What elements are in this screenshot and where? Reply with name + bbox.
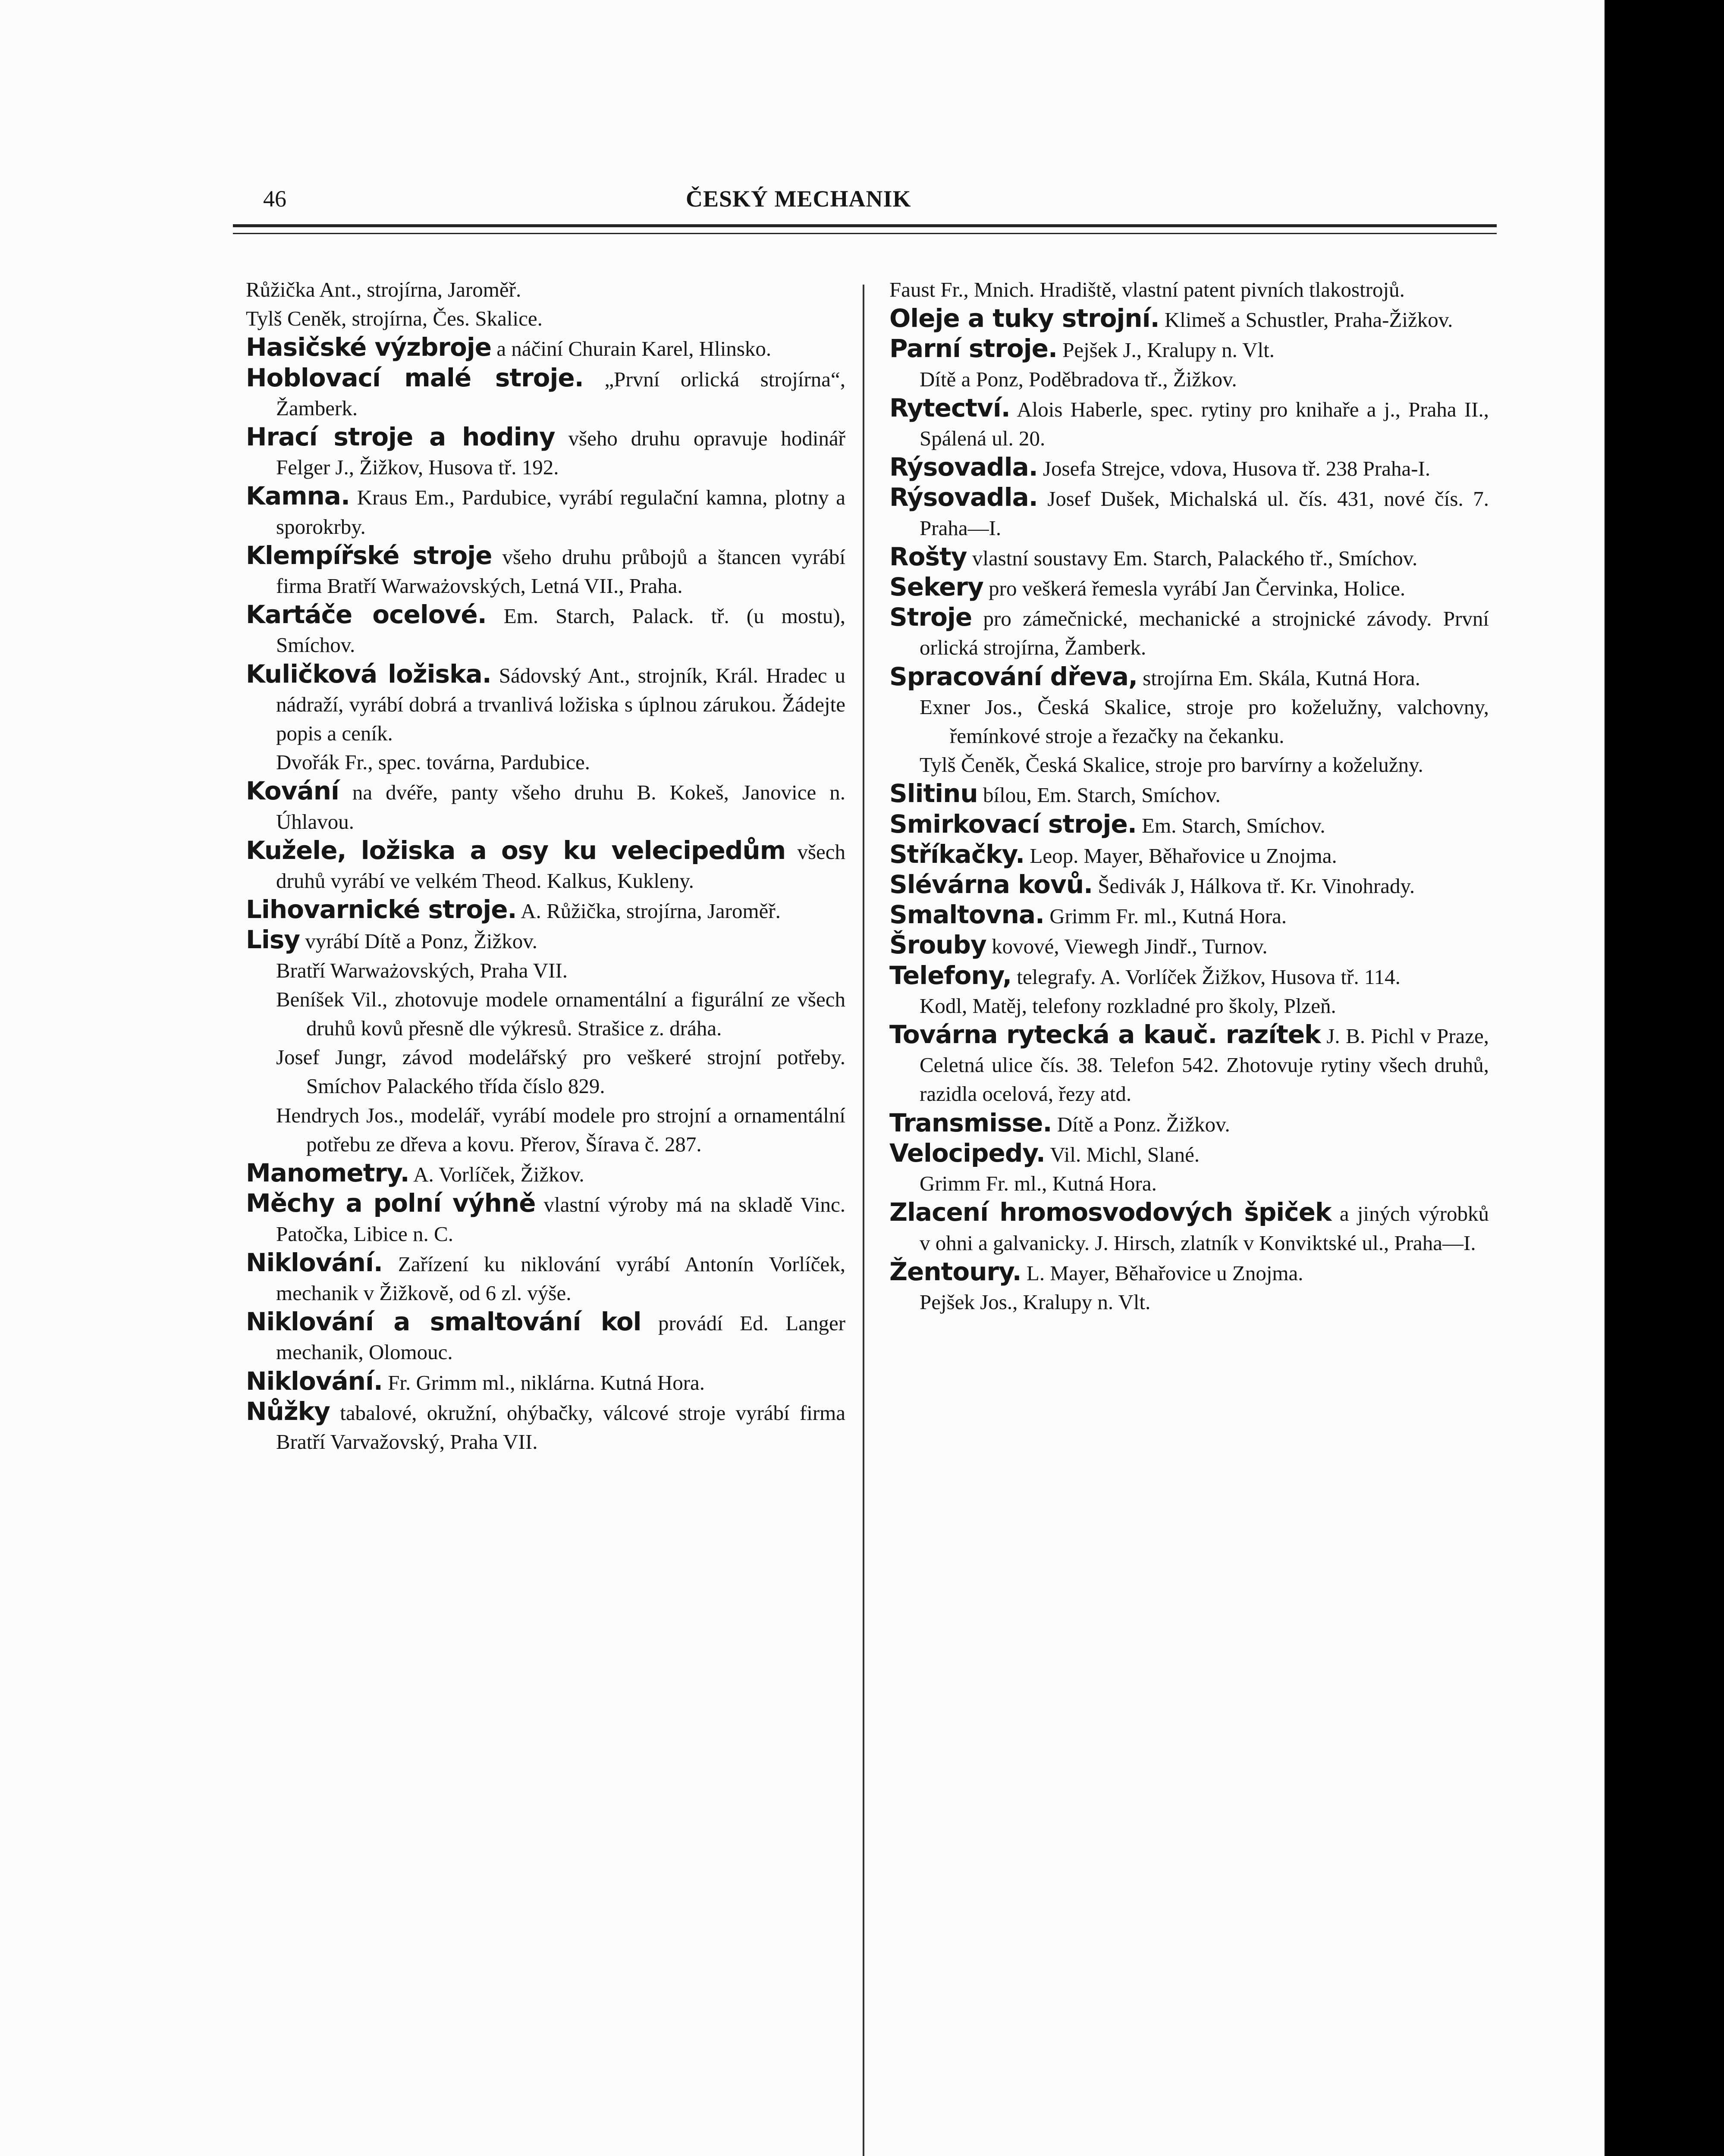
entry-heading: Kuličková ložiska. [246, 659, 491, 689]
directory-entry [276, 1101, 845, 1159]
directory-entry [889, 1020, 1489, 1109]
entry-text: strojírna Em. Skála, Kutná Hora. [1143, 666, 1420, 690]
entry-heading: Rytectví. [889, 393, 1010, 423]
entry-text: Kraus Em., Pardubice, vyrábí regulační kamna, plotny a sporokrby. [276, 486, 845, 539]
directory-entry [276, 956, 845, 985]
directory-entry [889, 394, 1489, 453]
entry-heading: Smirkovací stroje. [889, 809, 1137, 839]
entry-heading: Kartáče ocelové. [246, 600, 487, 630]
entry-text: Josef Dušek, Michalská ul. čís. 431, nové čís. 7. Praha—I. [920, 487, 1489, 540]
directory-entry [889, 1198, 1489, 1257]
directory-entry [246, 423, 845, 482]
directory-entry [246, 836, 845, 895]
entry-text: Sádovský Ant., strojník, Král. Hradec u nádraží, vyrábí dobrá a trvanlivá ložiska s úplnou zárukou. Žádejte popis a ceník. [276, 663, 846, 746]
directory-entry [889, 900, 1489, 931]
directory-entry [246, 1248, 845, 1307]
entry-heading: Spracování dřeva, [889, 661, 1138, 691]
entry-heading: Zlacení hromosvodových špiček [889, 1197, 1331, 1227]
entry-text: a jiných výrobků v ohni a galvanicky. J. Hirsch, zlatník v Konviktské ul., Praha—I. [920, 1202, 1489, 1255]
entry-text: Vil. Michl, Slané. [1050, 1142, 1200, 1166]
entry-text: A. Růžička, strojírna, Jaroměř. [521, 899, 781, 923]
directory-entry [246, 1367, 845, 1397]
entry-heading: Niklování. [246, 1366, 383, 1396]
entry-text: vlastní soustavy Em. Starch, Palackého tř., Smíchov. [972, 546, 1418, 570]
entry-text: na dvéře, panty všeho druhu B. Kokeš, Janovice n. Úhlavou. [276, 780, 846, 834]
scan-border-right [1605, 0, 1724, 2156]
entry-heading: Hasičské výzbroje [246, 332, 492, 362]
entry-heading: Rošty [889, 542, 967, 571]
directory-entry [246, 660, 845, 748]
entry-heading: Oleje a tuky strojní. [889, 304, 1159, 333]
entry-text: Pejšek Jos., Kralupy n. Vlt. [920, 1290, 1151, 1314]
entry-heading: Kamna. [246, 481, 350, 511]
directory-entry [246, 1397, 845, 1456]
entry-text: Alois Haberle, spec. rytiny pro knihaře a j., Praha II., Spálená ul. 20. [920, 397, 1489, 451]
directory-entry [889, 483, 1489, 542]
directory-entry [246, 600, 845, 659]
entry-heading: Lisy [246, 925, 300, 955]
directory-entry [889, 810, 1489, 840]
entry-heading: Nůžky [246, 1396, 330, 1426]
directory-entry [889, 662, 1489, 693]
directory-entry [889, 603, 1489, 662]
entry-text: A. Vorlíček, Žižkov. [413, 1163, 584, 1187]
entry-text: Pejšek J., Kralupy n. Vlt. [1062, 338, 1275, 362]
directory-entry [246, 482, 845, 541]
entry-text: kovové, Viewegh Jindř., Turnov. [992, 934, 1268, 959]
directory-entry [889, 840, 1489, 870]
entry-heading: Měchy a polní výhně [246, 1188, 536, 1218]
directory-entry [889, 1109, 1489, 1139]
entry-heading: Parní stroje. [889, 334, 1058, 364]
directory-entry [889, 573, 1489, 603]
page-number: 46 [263, 186, 286, 212]
entry-text: J. B. Pichl v Praze, Celetná ulice čís. 38. Telefon 542. Zhotovuje rytiny všech druhů, razidla ocelová, řezy atd. [920, 1024, 1489, 1106]
entry-text: Bratří Warważovských, Praha VII. [276, 958, 568, 982]
entry-text: Zařízení ku niklování vyrábí Antonín Vorlíček, mechanik v Žižkově, od 6 zl. výše. [276, 1252, 845, 1305]
entry-text: L. Mayer, Běhařovice u Znojma. [1026, 1261, 1303, 1285]
entry-text: vlastní výroby má na skladě Vinc. Patočka, Libice n. C. [276, 1193, 846, 1246]
entry-text: Dvořák Fr., spec. továrna, Pardubice. [276, 750, 590, 774]
right-column [889, 275, 1489, 1316]
entry-text: vyrábí Dítě a Ponz, Žižkov. [305, 929, 537, 953]
entry-text: „První orlická strojírna“, Žamberk. [276, 367, 846, 420]
directory-entry [889, 275, 1489, 304]
entry-text: provádí Ed. Langer mechanik, Olomouc. [276, 1311, 846, 1364]
entry-heading: Klempířské stroje [246, 540, 492, 570]
entry-heading: Manometry. [246, 1158, 409, 1188]
entry-text: Klimeš a Schustler, Praha-Žižkov. [1164, 308, 1453, 332]
entry-heading: Šrouby [889, 930, 986, 960]
entry-text: Josefa Strejce, vdova, Husova tř. 238 Praha-I. [1043, 457, 1431, 481]
directory-entry [246, 1189, 845, 1248]
entry-text: Grimm Fr. ml., Kutná Hora. [1049, 904, 1287, 928]
directory-entry [889, 1257, 1489, 1288]
directory-entry [246, 304, 845, 333]
entry-text: Em. Starch, Palack. tř. (u mostu), Smíchov. [276, 604, 846, 657]
directory-entry [889, 1139, 1489, 1169]
entry-heading: Kování [246, 776, 339, 806]
directory-entry [889, 779, 1489, 809]
left-column [246, 275, 845, 1456]
directory-entry [889, 870, 1489, 900]
entry-heading: Stříkačky. [889, 839, 1025, 869]
entry-text: všeho druhu opravuje hodinář Felger J., Žižkov, Husova tř. 192. [276, 426, 846, 479]
entry-heading: Slévárna kovů. [889, 870, 1093, 899]
entry-heading: Transmisse. [889, 1108, 1052, 1138]
directory-entry [246, 364, 845, 423]
entry-text: pro zámečnické, mechanické a strojnické závody. První orlická strojírna, Žamberk. [920, 607, 1489, 660]
entry-heading: Lihovarnické stroje. [246, 895, 517, 924]
directory-entry [889, 961, 1489, 991]
directory-entry [276, 1043, 845, 1100]
entry-heading: Kužele, ložiska a osy ku velecipedům [246, 835, 786, 865]
directory-entry [246, 1307, 845, 1366]
entry-text: bílou, Em. Starch, Smíchov. [983, 783, 1221, 807]
directory-entry [246, 541, 845, 600]
entry-text: Šedivák J, Hálkova tř. Kr. Vinohrady. [1098, 874, 1415, 898]
entry-heading: Hrací stroje a hodiny [246, 422, 555, 452]
entry-text: telegrafy. A. Vorlíček Žižkov, Husova tř. 114. [1017, 965, 1401, 989]
entry-text: Dítě a Ponz, Poděbradova tř., Žižkov. [920, 367, 1237, 391]
entry-text: Faust Fr., Mnich. Hradiště, vlastní patent pivních tlakostrojů. [889, 278, 1405, 301]
directory-entry [246, 333, 845, 363]
directory-entry [920, 1288, 1489, 1316]
header-rule-thin [233, 233, 1497, 234]
entry-text: Dítě a Ponz. Žižkov. [1057, 1112, 1230, 1136]
entry-text: Em. Starch, Smíchov. [1142, 813, 1325, 837]
entry-text: Josef Jungr, závod modelářský pro veškeré strojní potřeby. Smíchov Palackého třída číslo 829. [276, 1045, 845, 1098]
directory-entry [246, 925, 845, 956]
entry-heading: Velocipedy. [889, 1138, 1045, 1168]
directory-entry [920, 1169, 1489, 1198]
directory-entry [276, 748, 845, 777]
column-divider [863, 285, 864, 2156]
directory-entry [920, 693, 1489, 750]
entry-text: Beníšek Vil., zhotovuje modele ornamentální a figurální ze všech druhů kovů přesně dle výkresů. Strašice z. dráha. [276, 987, 845, 1040]
entry-text: a náčiní Churain Karel, Hlinsko. [496, 337, 772, 361]
entry-text: Hendrych Jos., modelář, vyrábí modele pro strojní a ornamentální potřebu ze dřeva a kovu. Přerov, Šírava č. 287. [276, 1103, 845, 1156]
entry-text: Leop. Mayer, Běhařovice u Znojma. [1030, 843, 1337, 868]
header-rule-thick [233, 224, 1497, 227]
directory-entry [920, 750, 1489, 779]
entry-text: tabalové, okružní, ohýbačky, válcové stroje vyrábí firma Bratří Varvažovský, Praha VII. [276, 1401, 846, 1454]
entry-text: Fr. Grimm ml., niklárna. Kutná Hora. [388, 1370, 705, 1395]
directory-entry [920, 991, 1489, 1020]
entry-text: Kodl, Matěj, telefony rozkladné pro školy, Plzeň. [920, 993, 1336, 1018]
directory-entry [889, 542, 1489, 573]
directory-entry [246, 275, 845, 304]
running-head: ČESKÝ MECHANIK [686, 186, 911, 212]
entry-heading: Stroje [889, 602, 972, 632]
entry-text: všeho druhu průbojů a štancen vyrábí firma Bratří Warważovských, Letná VII., Praha. [276, 545, 845, 598]
entry-heading: Slitinu [889, 779, 978, 808]
entry-text: Grimm Fr. ml., Kutná Hora. [920, 1172, 1157, 1196]
directory-entry [889, 931, 1489, 961]
directory-entry [276, 985, 845, 1043]
directory-entry [246, 895, 845, 925]
entry-text: Tylš Čeněk, Česká Skalice, stroje pro barvírny a koželužny. [920, 753, 1423, 777]
directory-entry [920, 365, 1489, 394]
entry-heading: Hoblovací malé stroje. [246, 363, 584, 392]
entry-heading: Niklování. [246, 1247, 383, 1277]
entry-heading: Rýsovadla. [889, 452, 1038, 482]
entry-heading: Továrna rytecká a kauč. razítek [889, 1020, 1321, 1050]
entry-heading: Smaltovna. [889, 900, 1045, 930]
directory-entry [889, 453, 1489, 483]
entry-heading: Niklování a smaltování kol [246, 1307, 641, 1337]
directory-entry [889, 334, 1489, 364]
entry-heading: Sekery [889, 572, 983, 602]
entry-text: Tylš Ceněk, strojírna, Čes. Skalice. [246, 307, 543, 331]
entry-text: všech druhů vyrábí ve velkém Theod. Kalkus, Kukleny. [276, 840, 846, 893]
directory-entry [246, 777, 845, 836]
directory-entry [889, 304, 1489, 334]
entry-heading: Telefony, [889, 960, 1012, 990]
directory-entry [246, 1159, 845, 1189]
entry-text: pro veškerá řemesla vyrábí Jan Červinka, Holice. [989, 577, 1406, 601]
entry-heading: Rýsovadla. [889, 483, 1038, 512]
entry-heading: Žentoury. [889, 1257, 1021, 1286]
entry-text: Růžička Ant., strojírna, Jaroměř. [246, 278, 521, 301]
entry-text: Exner Jos., Česká Skalice, stroje pro koželužny, valchovny, řemínkové stroje a řezačky na čekanku. [920, 695, 1489, 748]
